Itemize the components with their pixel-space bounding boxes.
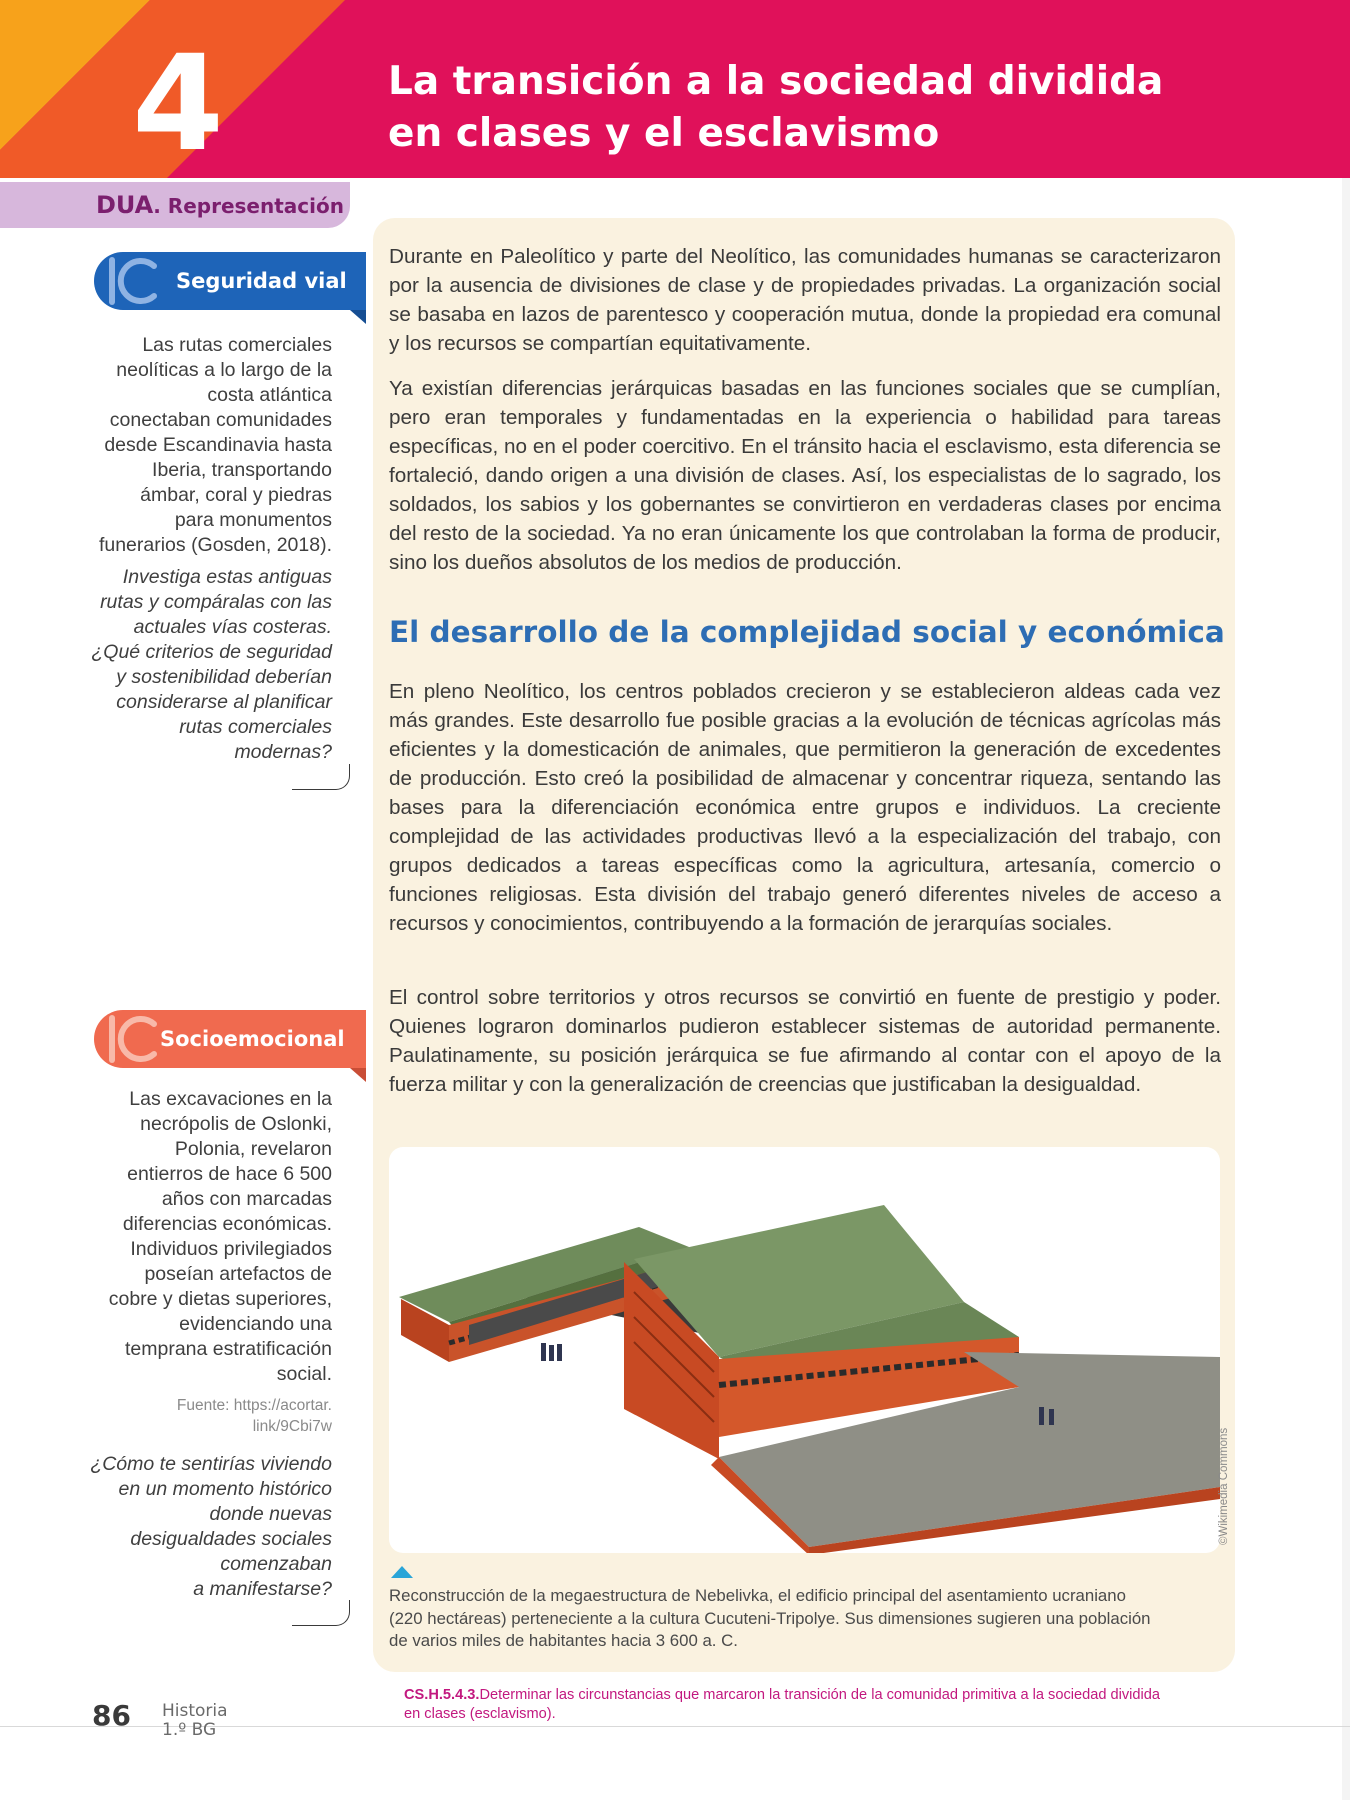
text-line: neolíticas a lo largo de la <box>116 359 332 381</box>
chapter-title <box>388 56 1288 160</box>
text-line: actuales vías costeras. <box>133 616 332 638</box>
paragraph-complexity: En pleno Neolítico, los centros poblados crecieron y se establecieron aldeas cada vez más grandes. Este desarrollo fue posible gracias a la evolución de técnicas agrícolas más eficientes y la domesticación de animales, que permitieron la generación de excedentes de producción. Esto creó la posibilidad de almacenar y concentrar riqueza, sentando las bases para la diferenciación económica entre grupos e individuos. La creciente complejidad de las actividades productivas llevó a la especialización del trabajo, con grupos dedicados a tareas específicas como la agricultura, artesanía, comercio o funciones religiosas. Esta división del trabajo generó diferentes niveles de acceso a recursos y conocimientos, contribuyendo a la formación de jerarquías sociales. <box>389 680 1221 935</box>
dua-label-rest: . Representación <box>153 194 344 218</box>
objective-text: en clases (esclavismo). <box>404 1706 556 1722</box>
nebelivka-illustration <box>389 1147 1220 1553</box>
caption-line: (220 hectáreas) perteneciente a la cultura Cucuteni-Tripolye. Sus dimensiones sugieren una población <box>389 1608 1151 1628</box>
text-line: Polonia, revelaron <box>174 1138 332 1160</box>
page-number: 86 <box>92 1699 131 1732</box>
text-line: rutas y compáralas con las <box>100 591 332 613</box>
seguridad-vial-text <box>82 333 332 558</box>
dua-tab <box>0 182 350 228</box>
text-line: diferencias económicas. <box>122 1213 332 1235</box>
text-line: desigualdades sociales <box>130 1528 332 1550</box>
text-line: link/9Cbi7w <box>252 1418 332 1435</box>
text-line: ámbar, coral y piedras <box>140 484 332 506</box>
figure-caption <box>389 1585 1219 1653</box>
ic-logo-icon <box>96 252 166 310</box>
socioemocional-header <box>94 1010 366 1068</box>
seguridad-vial-header <box>94 252 366 310</box>
pill-fold-shape <box>350 310 366 324</box>
text-line: en un momento histórico <box>118 1478 332 1500</box>
text-line: conectaban comunidades <box>109 409 332 431</box>
text-line: ¿Qué criterios de seguridad <box>91 641 332 663</box>
caption-line: Reconstrucción de la megaestructura de Nebelivka, el edificio principal del asentamiento ucraniano <box>389 1586 1126 1605</box>
page-edge <box>1342 178 1350 1800</box>
text-line: Las excavaciones en la <box>129 1088 332 1110</box>
text-line: modernas? <box>234 741 332 763</box>
text-line: entierros de hace 6 500 <box>127 1163 332 1185</box>
megastructure-image <box>389 1147 1220 1553</box>
section-heading: El desarrollo de la complejidad social y económica <box>389 615 1225 649</box>
dua-label: DUA <box>96 191 154 219</box>
text-line: Las rutas comerciales <box>142 334 332 356</box>
subject-label <box>162 1702 228 1740</box>
text-line: costa atlántica <box>207 384 332 406</box>
chapter-header <box>0 0 1350 178</box>
socioemocional-source <box>90 1395 332 1437</box>
chapter-title-line: en clases y el esclavismo <box>388 111 940 156</box>
objective-text: Determinar las circunstancias que marcaron la transición de la comunidad primitiva a la sociedad dividida <box>479 1687 1160 1703</box>
ic-logo-icon <box>96 1010 166 1068</box>
socioemocional-title: Socioemocional <box>160 1027 345 1051</box>
paragraph-intro: Durante en Paleolítico y parte del Neolítico, las comunidades humanas se caracterizaron por la ausencia de divisiones de clase y de propiedades privadas. La organización social se basaba en lazos de parentesco y cooperación mutua, donde la propiedad era comunal y los recursos se compartían equitativamente. <box>389 245 1221 355</box>
subject-name: Historia <box>162 1701 228 1721</box>
text-line: y sostenibilidad deberían <box>116 666 332 688</box>
text-line: Investiga estas antiguas <box>122 566 332 588</box>
chapter-title-line: La transición a la sociedad dividida <box>388 59 1164 104</box>
socioemocional-question <box>82 1452 332 1602</box>
seguridad-vial-question <box>82 565 332 765</box>
learning-objective <box>404 1686 1234 1724</box>
unit-number: 4 <box>132 27 224 178</box>
text-line: cobre y dietas superiores, <box>108 1288 332 1310</box>
paragraph-hierarchy: Ya existían diferencias jerárquicas basadas en las funciones sociales que se cumplían, pero eran temporales y fundamentadas en la experiencia o habilidad para tareas específicas, no en el poder coercitivo. En el tránsito hacia el esclavismo, esta diferencia se fortaleció, dando origen a una división de clases. Así, los especialistas de lo sagrado, los soldados, los sabios y los gobernantes se convirtieron en verdaderas clases por encima del resto de la sociedad. Ya no eran únicamente los que controlaban la forma de producir, sino los dueños absolutos de los medios de producción. <box>389 377 1221 574</box>
objective-code: CS.H.5.4.3. <box>404 1687 480 1703</box>
text-line: donde nuevas <box>209 1503 332 1525</box>
image-credit: ©Wikimedia Commons <box>1218 1427 1230 1545</box>
text-line: social. <box>276 1363 332 1385</box>
text-line: Iberia, transportando <box>152 459 332 481</box>
paragraph-control: El control sobre territorios y otros recursos se convirtió en fuente de prestigio y poder. Quienes lograron dominarlos pudieron establecer sistemas de autoridad permanente. Paulatinamente, su posición jerárquica se fue afirmando al contar con el apoyo de la fuerza militar y con la generalización de creencias que justificaban la desigualdad. <box>389 986 1221 1096</box>
socioemocional-text <box>82 1087 332 1387</box>
pill-fold-shape <box>350 1068 366 1082</box>
text-line: temprana estratificación <box>124 1338 332 1360</box>
box-end-rule <box>292 1600 350 1626</box>
seguridad-vial-title: Seguridad vial <box>176 269 347 293</box>
text-line: poseían artefactos de <box>144 1263 332 1285</box>
text-line: considerarse al planificar <box>116 691 332 713</box>
text-line: Fuente: https://acortar. <box>176 1397 332 1414</box>
text-line: ¿Cómo te sentirías viviendo <box>90 1453 332 1475</box>
caption-triangle-icon <box>391 1566 413 1578</box>
text-line: a manifestarse? <box>193 1578 332 1600</box>
text-line: funerarios (Gosden, 2018). <box>98 534 332 556</box>
text-line: necrópolis de Oslonki, <box>140 1113 332 1135</box>
text-line: desde Escandinavia hasta <box>104 434 332 456</box>
text-line: evidenciando una <box>179 1313 332 1335</box>
text-line: comenzaban <box>220 1553 332 1575</box>
box-end-rule <box>292 764 350 790</box>
caption-line: de varios miles de habitantes hacia 3 600 a. C. <box>389 1631 738 1650</box>
text-line: Individuos privilegiados <box>130 1238 332 1260</box>
text-line: rutas comerciales <box>179 716 332 738</box>
subject-grade: 1.º BG <box>162 1720 217 1740</box>
text-line: años con marcadas <box>161 1188 332 1210</box>
text-line: para monumentos <box>174 509 332 531</box>
